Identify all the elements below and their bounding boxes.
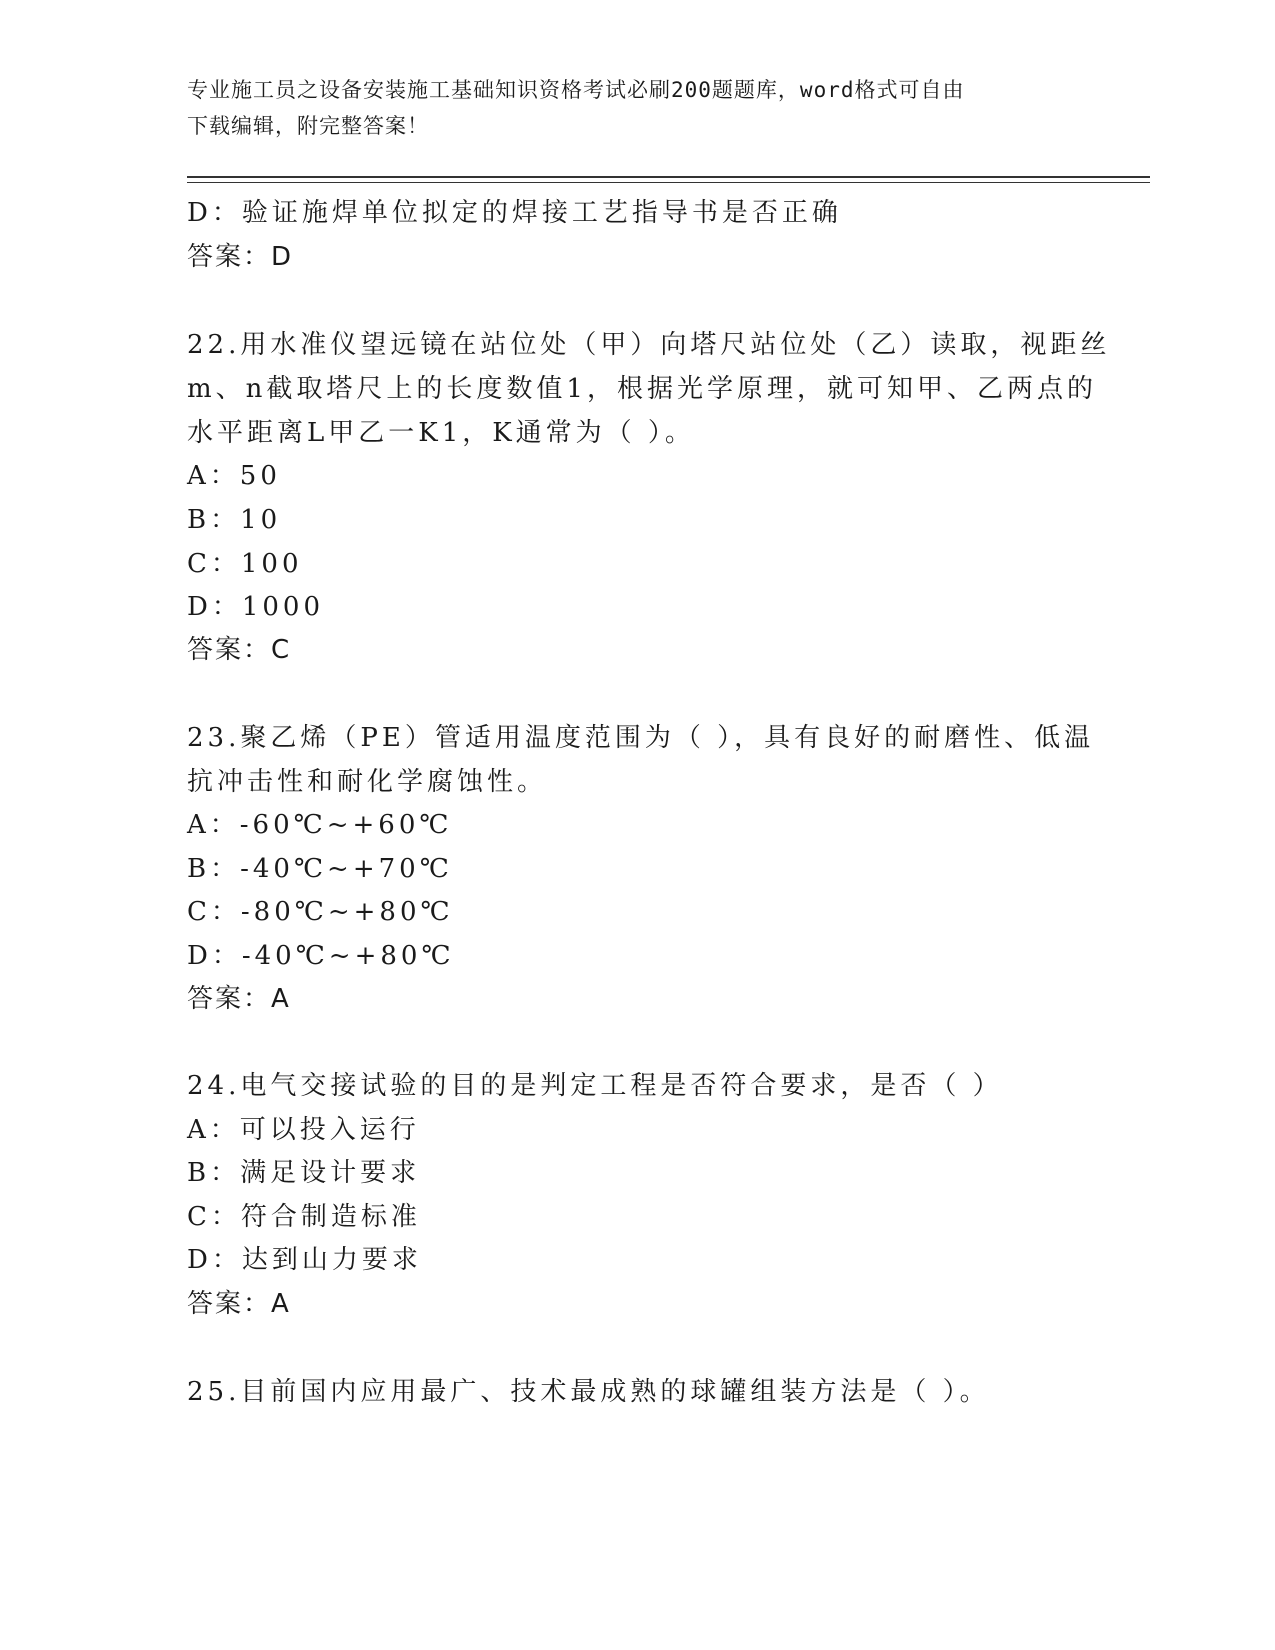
q24-stem-line-1: 24.电气交接试验的目的是判定工程是否符合要求，是否（ ）: [187, 1071, 1003, 1101]
q24-option-d: D：达到山力要求: [187, 1245, 422, 1275]
q25-stem-line-1: 25.目前国内应用最广、技术最成熟的球罐组装方法是（ ）。: [187, 1377, 990, 1407]
q22-stem-line-2: m、n截取塔尺上的长度数值1，根据光学原理，就可知甲、乙两点的: [187, 374, 1097, 404]
q22-option-a: A：50: [187, 461, 281, 491]
q22-option-d: D：1000: [187, 592, 325, 622]
q22-option-b: B：10: [187, 505, 282, 535]
q24-option-c: C：符合制造标准: [187, 1202, 421, 1232]
q24-option-a: A：可以投入运行: [187, 1115, 420, 1145]
header-line-1: 专业施工员之设备安装施工基础知识资格考试必刷200题题库，word格式可自由: [187, 78, 965, 102]
q22-stem-line-1: 22.用水准仪望远镜在站位处（甲）向塔尺站位处（乙）读取，视距丝: [187, 330, 1111, 360]
q22-answer: 答案：C: [187, 635, 292, 665]
q23-answer: 答案：A: [187, 984, 291, 1014]
header-line-2: 下载编辑，附完整答案！: [187, 114, 429, 138]
header-divider-thin: [187, 182, 1150, 183]
header-divider-thick: [187, 176, 1150, 178]
document-header: [187, 72, 1067, 144]
q23-option-d: D：-40℃~+80℃: [187, 941, 455, 971]
q23-stem-line-1: 23.聚乙烯（PE）管适用温度范围为（ ），具有良好的耐磨性、低温: [187, 723, 1095, 753]
q24-option-b: B：满足设计要求: [187, 1158, 421, 1188]
q23-option-c: C：-80℃~+80℃: [187, 897, 454, 927]
q21-option-d: D：验证施焊单位拟定的焊接工艺指导书是否正确: [187, 198, 842, 228]
q23-option-b: B：-40℃~+70℃: [187, 854, 453, 884]
q23-stem-line-2: 抗冲击性和耐化学腐蚀性。: [187, 767, 548, 797]
q22-option-c: C：100: [187, 549, 303, 579]
q22-stem-line-3: 水平距离L甲乙一K1，K通常为（ ）。: [187, 418, 695, 448]
q24-answer: 答案：A: [187, 1289, 291, 1319]
q21-answer: 答案：D: [187, 242, 294, 272]
q23-option-a: A：-60℃~+60℃: [187, 810, 453, 840]
